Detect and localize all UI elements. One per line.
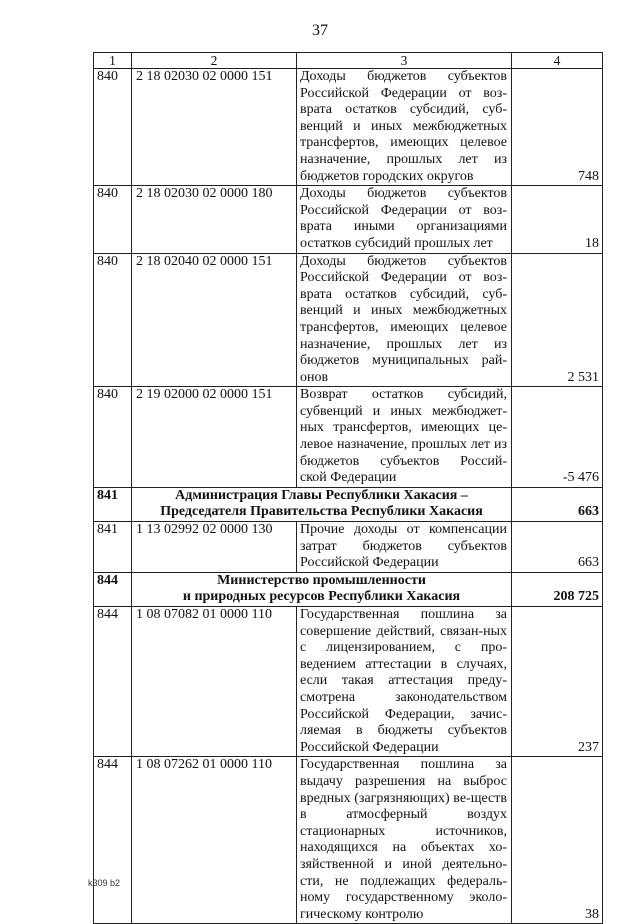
description-text: Прочие доходы от компенсации затрат бюджетов субъектов [300,522,507,554]
page-number: 37 [312,22,328,39]
revenue-description [297,69,512,186]
admin-code: 844 [94,757,132,924]
section-title-line: Министерство промышленности [217,572,426,588]
header-col-1: 1 [94,53,132,69]
budget-classification-code: 1 13 02992 02 0000 130 [132,522,297,573]
table-row [94,522,603,573]
amount: 748 [512,69,603,186]
section-title-line: и природных ресурсов Республики Хакасия [182,589,461,605]
revenue-description [297,607,512,757]
budget-classification-code: 2 18 02030 02 0000 180 [132,186,297,253]
description-last-line: бюджетов городских округов [300,168,474,184]
section-row [94,572,603,606]
description-text: Доходы бюджетов субъектов Российской Федерации от воз-врата остатков субсидий, суб-венций и иных межбюджетных трансфертов, имеющих целевое назначение, прошлых лет из [300,69,507,167]
budget-classification-code: 1 08 07082 01 0000 110 [132,607,297,757]
budget-classification-code: 2 18 02030 02 0000 151 [132,69,297,186]
table-header-row [94,53,603,69]
section-title [132,572,512,606]
budget-classification-code: 2 19 02000 02 0000 151 [132,387,297,488]
amount: 237 [512,607,603,757]
table-row [94,757,603,924]
section-admin-code: 841 [94,487,132,521]
amount: 38 [512,757,603,924]
description-text: Возврат остатков субсидий, субвенций и иных межбюджет-ных трансфертов, имеющих це-левое назначение, прошлых лет из бюджетов субъектов Россий- [300,387,507,469]
description-last-line: Российской Федерации [300,555,439,571]
section-title-line: Администрация Главы Республики Хакасия – [175,487,468,503]
description-text: Государственная пошлина за совершение действий, связан-ных с лицензированием, с про-ведением аттестации в случаях, если такая аттестация преду-смотрена законодательством Российской Федерации, зачис-ляемая в бюджеты субъектов [300,607,507,739]
description-last-line: ской Федерации [300,470,397,486]
table-row [94,69,603,186]
description-last-line: Российской Федерации [300,739,439,755]
budget-classification-code: 2 18 02040 02 0000 151 [132,253,297,387]
admin-code: 841 [94,522,132,573]
admin-code: 840 [94,387,132,488]
section-title-line: Председателя Правительства Республики Хакасия [160,504,483,520]
header-col-4: 4 [512,53,603,69]
description-text: Государственная пошлина за выдачу разрешения на выброс вредных (загрязняющих) ве-ществ в атмосферный воздух стационарных источников, находящихся на объектах хо-зяйственной и иной деятельно-сти, не подлежащих федераль-ному государственному эколо- [300,757,507,906]
admin-code: 844 [94,607,132,757]
section-title [132,487,512,521]
table-row [94,186,603,253]
description-text: Доходы бюджетов субъектов Российской Федерации от воз-врата остатков субсидий, суб-венций и иных межбюджетных трансфертов, имеющих целевое назначение, прошлых лет из бюджетов муниципальных рай- [300,253,507,369]
revenue-description [297,522,512,573]
section-admin-code: 844 [94,572,132,606]
amount: -5 476 [512,387,603,488]
description-text: Доходы бюджетов субъектов Российской Федерации от воз-врата иными организациями [300,186,507,235]
section-total: 208 725 [512,572,603,606]
section-total: 663 [512,487,603,521]
budget-classification-code: 1 08 07262 01 0000 110 [132,757,297,924]
revenue-description [297,757,512,924]
amount: 2 531 [512,253,603,387]
section-row [94,487,603,521]
description-last-line: онов [300,369,329,385]
document-footer-code: k309 b2 [88,878,121,888]
table-row [94,607,603,757]
revenue-description [297,387,512,488]
admin-code: 840 [94,69,132,186]
budget-revenue-table [93,52,603,924]
table-row [94,253,603,387]
table-row [94,387,603,488]
revenue-description [297,253,512,387]
amount: 663 [512,522,603,573]
header-col-2: 2 [132,53,297,69]
revenue-description [297,186,512,253]
description-last-line: гическому контролю [300,906,424,922]
admin-code: 840 [94,186,132,253]
description-last-line: остатков субсидий прошлых лет [300,235,493,251]
admin-code: 840 [94,253,132,387]
amount: 18 [512,186,603,253]
header-col-3: 3 [297,53,512,69]
